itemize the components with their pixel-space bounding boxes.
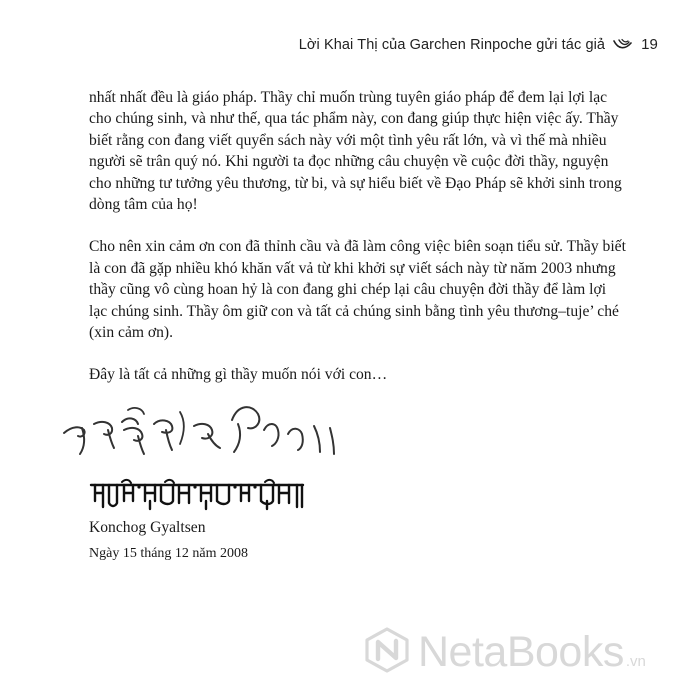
text-line: Cho nên xin cảm ơn con đã thỉnh cầu và đã làm công việc biên soạn tiểu sử. Thầy biết: [89, 238, 626, 256]
tibetan-name-calligraphy: [89, 477, 305, 516]
handwritten-signature: [62, 400, 422, 467]
watermark-text: NetaBooks: [418, 628, 624, 676]
netabooks-watermark: [364, 627, 646, 678]
text-line: nhất nhất đều là giáo pháp. Thầy chỉ muốn trùng tuyên giáo pháp để đem lại lợi lạc: [89, 89, 608, 106]
watermark-suffix: .vn: [625, 653, 646, 670]
running-header: [299, 36, 658, 53]
signature-date: Ngày 15 tháng 12 năm 2008: [89, 546, 249, 561]
signer-name: Konchog Gyaltsen: [89, 519, 206, 536]
text-line: lạc chúng sinh. Thầy ôm giữ con và tất cả chúng sinh bằng tình yêu thương–tuje’ ché: [89, 302, 619, 320]
paragraph-1: [89, 87, 649, 215]
text-line: Đây là tất cả những gì thầy muốn nói với con…: [89, 366, 388, 384]
text-line: cho những tư tưởng yêu thương, từ bi, và sự hiểu biết về Đạo Pháp sẽ khởi sinh trong: [89, 174, 622, 192]
paragraph-3: [89, 364, 649, 385]
page-number: 19: [641, 36, 658, 53]
running-header-title: Lời Khai Thị của Garchen Rinpoche gửi tác giả: [298, 36, 606, 53]
text-line: là con đã gặp nhiều khó khăn vất vả từ khi khởi sự viết sách này từ năm 2003 nhưng: [89, 259, 616, 277]
text-line: (xin cảm ơn).: [89, 324, 174, 342]
paragraph-2: [89, 236, 649, 343]
text-line: người sẽ trân quý nó. Khi người ta đọc những câu chuyện về cuộc đời thầy, nguyện: [89, 153, 609, 171]
text-line: biết rằng con đang viết quyển sách này với một tình yêu rất lớn, và vì thế mà nhiều: [89, 131, 607, 149]
text-line: dòng tâm của họ!: [89, 196, 198, 214]
netabooks-n-logo-icon: [364, 627, 410, 678]
swirl-ornament-icon: [613, 38, 633, 52]
body-text: [89, 87, 649, 407]
text-line: thầy cũng vô cùng hoan hỷ là con đang ghi chép lại câu chuyện đời thầy để làm lợi: [89, 281, 607, 299]
text-line: cho chúng sinh, và như thế, qua tác phẩm này, con đang giúp thực hiện việc ấy. Thầy: [89, 110, 619, 128]
